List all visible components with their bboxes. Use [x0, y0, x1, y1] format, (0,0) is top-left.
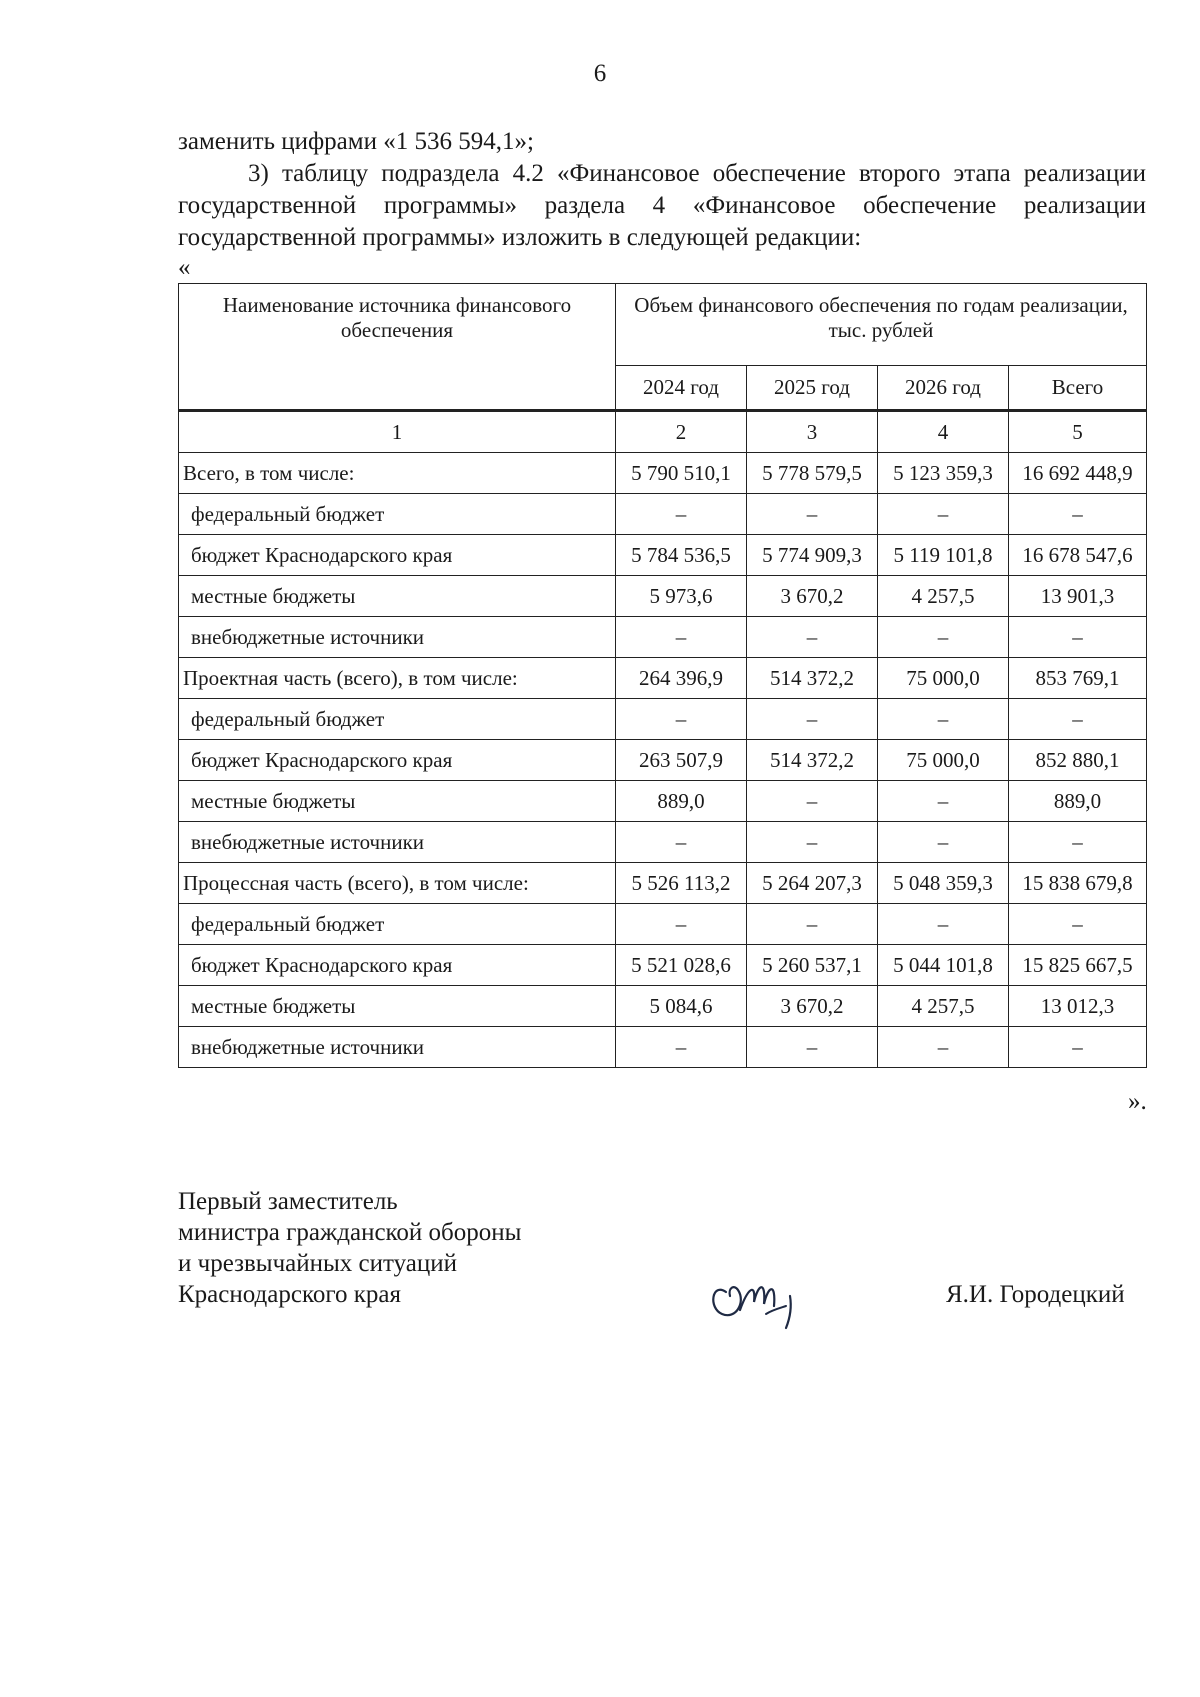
row-value: 264 396,9 [616, 658, 747, 699]
row-value: 16 678 547,6 [1009, 535, 1147, 576]
table-row [179, 945, 1147, 986]
row-value: – [878, 1027, 1009, 1068]
row-value: – [878, 494, 1009, 535]
row-value: – [616, 904, 747, 945]
row-label: внебюджетные источники [179, 617, 616, 658]
signatory-title-line: и чрезвычайных ситуаций [178, 1250, 458, 1277]
row-label: внебюджетные источники [179, 1027, 616, 1068]
row-value: – [1009, 494, 1147, 535]
financing-table [178, 283, 1147, 1068]
row-value: – [1009, 822, 1147, 863]
header-funding-volume: Объем финансового обеспечения по годам реализации, тыс. рублей [616, 284, 1147, 366]
row-value: 13 901,3 [1009, 576, 1147, 617]
row-value: – [878, 904, 1009, 945]
row-label: местные бюджеты [179, 576, 616, 617]
table-row [179, 617, 1147, 658]
table-row [179, 658, 1147, 699]
row-label: местные бюджеты [179, 986, 616, 1027]
row-label: Процессная часть (всего), в том числе: [179, 863, 616, 904]
row-value: 5 778 579,5 [747, 453, 878, 494]
row-value: – [616, 617, 747, 658]
row-label: федеральный бюджет [179, 699, 616, 740]
header-total: Всего [1009, 366, 1147, 411]
row-value: 16 692 448,9 [1009, 453, 1147, 494]
header-year-2025: 2025 год [747, 366, 878, 411]
column-number: 1 [179, 411, 616, 453]
row-value: – [1009, 1027, 1147, 1068]
row-value: 853 769,1 [1009, 658, 1147, 699]
table-row [179, 822, 1147, 863]
signatory-title-line: Краснодарского края [178, 1281, 401, 1308]
handwritten-signature [706, 1262, 814, 1334]
column-number-row [179, 411, 1147, 453]
table-row [179, 699, 1147, 740]
row-value: – [747, 1027, 878, 1068]
row-value: – [1009, 699, 1147, 740]
intro-line: заменить цифрами «1 536 594,1»; [178, 128, 534, 155]
opening-quote: « [178, 254, 191, 281]
row-label: бюджет Краснодарского края [179, 740, 616, 781]
row-value: – [878, 781, 1009, 822]
row-label: местные бюджеты [179, 781, 616, 822]
row-value: 5 260 537,1 [747, 945, 878, 986]
row-value: 514 372,2 [747, 658, 878, 699]
closing-quote: ». [1128, 1088, 1147, 1115]
row-value: 5 048 359,3 [878, 863, 1009, 904]
page-number: 6 [593, 60, 607, 87]
table-row [179, 740, 1147, 781]
row-value: – [747, 822, 878, 863]
row-value: 5 044 101,8 [878, 945, 1009, 986]
row-value: – [747, 494, 878, 535]
row-label: бюджет Краснодарского края [179, 945, 616, 986]
row-value: – [878, 822, 1009, 863]
row-value: – [616, 822, 747, 863]
row-value: – [616, 494, 747, 535]
row-value: – [747, 904, 878, 945]
table-row [179, 535, 1147, 576]
signatory-name: Я.И. Городецкий [946, 1281, 1125, 1308]
row-value: 15 825 667,5 [1009, 945, 1147, 986]
table-row [179, 781, 1147, 822]
row-value: – [747, 781, 878, 822]
row-value: 4 257,5 [878, 986, 1009, 1027]
row-value: 514 372,2 [747, 740, 878, 781]
row-value: 5 123 359,3 [878, 453, 1009, 494]
table-row [179, 904, 1147, 945]
header-year-2024: 2024 год [616, 366, 747, 411]
column-number: 2 [616, 411, 747, 453]
table-row [179, 576, 1147, 617]
row-value: – [878, 617, 1009, 658]
row-value: 5 790 510,1 [616, 453, 747, 494]
row-value: 75 000,0 [878, 658, 1009, 699]
row-label: федеральный бюджет [179, 904, 616, 945]
row-value: 5 119 101,8 [878, 535, 1009, 576]
table-row [179, 986, 1147, 1027]
row-label: Всего, в том числе: [179, 453, 616, 494]
row-value: 5 784 536,5 [616, 535, 747, 576]
row-value: – [747, 699, 878, 740]
row-value: 13 012,3 [1009, 986, 1147, 1027]
row-value: 852 880,1 [1009, 740, 1147, 781]
row-value: – [1009, 617, 1147, 658]
row-value: – [616, 699, 747, 740]
table-row [179, 453, 1147, 494]
intro-paragraph: 3) таблицу подраздела 4.2 «Финансовое обеспечение второго этапа реализации государственной программы» раздела 4 «Финансовое обеспечение реализации государственной программы» изложить в следующей редакции: [178, 160, 1146, 251]
row-value: 5 774 909,3 [747, 535, 878, 576]
row-value: 4 257,5 [878, 576, 1009, 617]
row-value: 5 521 028,6 [616, 945, 747, 986]
row-value: – [616, 1027, 747, 1068]
header-source-name: Наименование источника финансового обеспечения [179, 284, 616, 411]
header-year-2026: 2026 год [878, 366, 1009, 411]
row-label: Проектная часть (всего), в том числе: [179, 658, 616, 699]
row-value: 889,0 [1009, 781, 1147, 822]
row-value: 3 670,2 [747, 576, 878, 617]
row-value: – [747, 617, 878, 658]
table-row [179, 863, 1147, 904]
row-value: 5 084,6 [616, 986, 747, 1027]
signatory-title [178, 1186, 521, 1310]
signatory-title-line: Первый заместитель [178, 1188, 398, 1215]
row-label: федеральный бюджет [179, 494, 616, 535]
column-number: 4 [878, 411, 1009, 453]
row-value: 15 838 679,8 [1009, 863, 1147, 904]
row-label: бюджет Краснодарского края [179, 535, 616, 576]
row-value: 75 000,0 [878, 740, 1009, 781]
row-value: – [878, 699, 1009, 740]
row-value: 5 526 113,2 [616, 863, 747, 904]
column-number: 3 [747, 411, 878, 453]
row-value: 3 670,2 [747, 986, 878, 1027]
row-value: 5 264 207,3 [747, 863, 878, 904]
row-label: внебюджетные источники [179, 822, 616, 863]
table-row [179, 1027, 1147, 1068]
row-value: 263 507,9 [616, 740, 747, 781]
column-number: 5 [1009, 411, 1147, 453]
row-value: – [1009, 904, 1147, 945]
row-value: 889,0 [616, 781, 747, 822]
table-row [179, 494, 1147, 535]
row-value: 5 973,6 [616, 576, 747, 617]
signatory-title-line: министра гражданской обороны [178, 1219, 522, 1246]
